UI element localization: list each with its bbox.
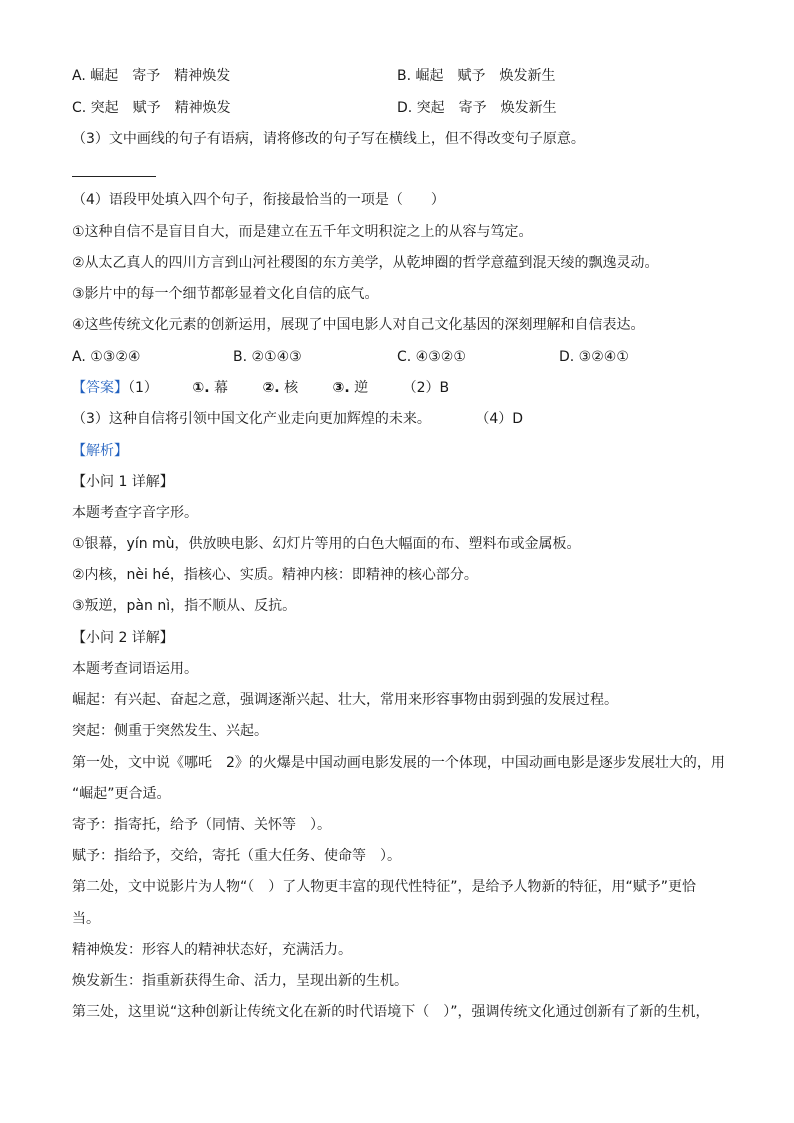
answer-item-1-text: 幕 xyxy=(214,380,228,396)
answer-item-1-num: ①. xyxy=(192,380,210,396)
sentence-2: ②从太乙真人的四川方言到山河社稷图的东方美学，从乾坤圈的哲学意蕴到混天绫的飘逸灵动。 xyxy=(72,255,659,271)
sub2-intro: 本题考查词语运用。 xyxy=(72,661,198,677)
option-d: D. 突起 寄予 焕发新生 xyxy=(397,100,557,116)
sub2-title: 【小问 2 详解】 xyxy=(72,630,174,646)
option-b: B. 崛起 赋予 焕发新生 xyxy=(397,68,556,84)
analysis-tag: 【解析】 xyxy=(72,443,128,459)
answer-q1-prefix: （1） xyxy=(128,380,158,396)
option-c: C. 突起 赋予 精神焕发 xyxy=(72,100,231,116)
sub2-line-3: 第一处，文中说《哪吒 2》的火爆是中国动画电影发展的一个体现，中国动画电影是逐步发展壮大的，用 xyxy=(72,755,725,771)
option-a: A. 崛起 寄予 精神焕发 xyxy=(72,68,231,84)
sub1-title: 【小问 1 详解】 xyxy=(72,474,174,490)
sub2-line-8: 当。 xyxy=(72,911,100,927)
answer-item-3-text: 逆 xyxy=(354,380,369,396)
sub2-line-4: “崛起”更合适。 xyxy=(72,786,171,802)
answer-item-2-num: ②. xyxy=(262,380,280,396)
sub2-line-9: 精神焕发：形容人的精神状态好，充满活力。 xyxy=(72,942,352,958)
sub2-line-6: 赋予：指给予，交给，寄托（重大任务、使命等 ）。 xyxy=(72,848,401,864)
sub2-line-11: 第三处，这里说“这种创新让传统文化在新的时代语境下（ ）”，强调传统文化通过创新有了新的生机， xyxy=(72,1004,710,1020)
sub2-line-5: 寄予：指寄托，给予（同情、关怀等 ）。 xyxy=(72,817,331,833)
option2-d: D. ③②④① xyxy=(559,349,629,365)
sentence-3: ③影片中的每一个细节都彰显着文化自信的底气。 xyxy=(72,286,379,302)
sub2-line-7: 第二处，文中说影片为人物“（ ）了人物更丰富的现代性特征”，是给予人物新的特征，用“赋予”更恰 xyxy=(72,879,697,895)
answer-item-3-num: ③. xyxy=(332,380,350,396)
answer-tag: 【答案】 xyxy=(72,380,128,396)
option2-a: A. ①③②④ xyxy=(72,349,141,365)
answer-q3: （3）这种自信将引领中国文化产业走向更加辉煌的未来。 xyxy=(72,411,431,427)
sub2-line-2: 突起：侧重于突然发生、兴起。 xyxy=(72,723,268,739)
question-3: （3）文中画线的句子有语病，请将修改的句子写在横线上，但不得改变句子原意。 xyxy=(72,131,585,147)
question-4: （4）语段甲处填入四个句子，衔接最恰当的一项是（ ） xyxy=(72,192,445,208)
sub2-line-10: 焕发新生：指重新获得生命、活力，呈现出新的生机。 xyxy=(72,973,408,989)
sub1-line-3: ③叛逆，pàn nì，指不顺从、反抗。 xyxy=(72,598,297,614)
option2-c: C. ④③②① xyxy=(397,349,466,365)
answer-line-2 xyxy=(72,409,523,429)
answer-q4: （4）D xyxy=(475,411,524,427)
sub2-line-1: 崛起：有兴起、奋起之意，强调逐渐兴起、壮大，常用来形容事物由弱到强的发展过程。 xyxy=(72,692,618,708)
sub1-line-1: ①银幕，yín mù，供放映电影、幻灯片等用的白色大幅面的布、塑料布或金属板。 xyxy=(72,536,581,552)
answer-item-2-text: 核 xyxy=(284,380,299,396)
sentence-4: ④这些传统文化元素的创新运用，展现了中国电影人对自己文化基因的深刻理解和自信表达。 xyxy=(72,317,645,333)
answer-q2: （2）B xyxy=(402,380,450,396)
sub1-intro: 本题考查字音字形。 xyxy=(72,505,198,521)
answer-line-1 xyxy=(72,378,449,398)
sentence-1: ①这种自信不是盲目自大，而是建立在五千年文明积淀之上的从容与笃定。 xyxy=(72,224,533,240)
option2-b: B. ②①④③ xyxy=(233,349,302,365)
answer-blank-line xyxy=(72,176,156,177)
sub1-line-2: ②内核，nèi hé，指核心、实质。精神内核：即精神的核心部分。 xyxy=(72,567,478,583)
